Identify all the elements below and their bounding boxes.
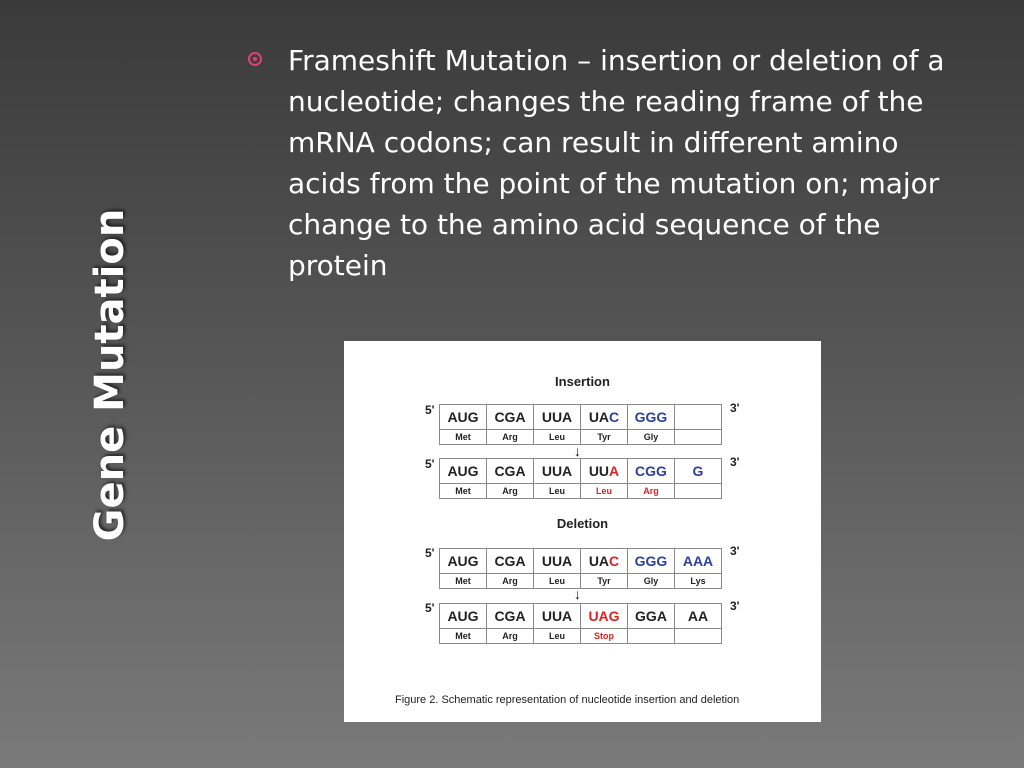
amino-acid-row bbox=[440, 629, 722, 644]
codon-cell bbox=[440, 459, 487, 484]
amino-acid-cell: Leu bbox=[534, 574, 581, 589]
codon-cell bbox=[487, 549, 534, 574]
codon-cell bbox=[581, 405, 628, 430]
codon-text: UA bbox=[588, 409, 610, 425]
amino-acid-cell bbox=[628, 629, 675, 644]
codon-text: GGA bbox=[635, 608, 667, 624]
codon-text: AUG bbox=[447, 608, 479, 624]
codon-text: A bbox=[609, 463, 620, 479]
frameshift-figure bbox=[344, 341, 821, 722]
five-prime-label: 5' bbox=[425, 403, 435, 417]
codon-cell bbox=[487, 405, 534, 430]
codon-text: GGG bbox=[634, 409, 668, 425]
amino-acid-cell: Arg bbox=[487, 430, 534, 445]
amino-acid-cell: Leu bbox=[534, 484, 581, 499]
down-arrow-icon: ↓ bbox=[574, 586, 581, 602]
codon-text: CGG bbox=[635, 463, 667, 479]
amino-acid-cell: Tyr bbox=[581, 430, 628, 445]
amino-acid-cell: Leu bbox=[534, 430, 581, 445]
amino-acid-cell bbox=[675, 484, 722, 499]
amino-acid-cell: Met bbox=[440, 629, 487, 644]
codon-text: UUA bbox=[541, 608, 573, 624]
amino-acid-cell: Met bbox=[440, 430, 487, 445]
codon-text: G bbox=[692, 463, 704, 479]
three-prime-label: 3' bbox=[730, 544, 740, 558]
amino-acid-cell: Tyr bbox=[581, 574, 628, 589]
codon-cell bbox=[628, 405, 675, 430]
amino-acid-cell: Leu bbox=[581, 484, 628, 499]
codon-cell bbox=[487, 604, 534, 629]
codon-text: UUA bbox=[541, 553, 573, 569]
codon-cell bbox=[675, 604, 722, 629]
codon-text: UA bbox=[588, 553, 610, 569]
codon-cell bbox=[534, 405, 581, 430]
codon-text: UU bbox=[588, 463, 610, 479]
five-prime-label: 5' bbox=[425, 546, 435, 560]
five-prime-label: 5' bbox=[425, 457, 435, 471]
codon-cell bbox=[534, 604, 581, 629]
amino-acid-cell: Gly bbox=[628, 430, 675, 445]
codon-cell bbox=[675, 549, 722, 574]
slide-title: Gene Mutation bbox=[87, 208, 133, 542]
codon-text: GGG bbox=[634, 553, 668, 569]
codon-text: UUA bbox=[541, 463, 573, 479]
codon-cell bbox=[675, 405, 722, 430]
amino-acid-cell: Arg bbox=[628, 484, 675, 499]
codon-cell bbox=[440, 549, 487, 574]
codon-text: C bbox=[609, 553, 620, 569]
amino-acid-cell: Met bbox=[440, 484, 487, 499]
codon-cell bbox=[628, 549, 675, 574]
codon-table-deletion-original bbox=[439, 548, 722, 589]
amino-acid-row bbox=[440, 484, 722, 499]
codon-cell bbox=[581, 459, 628, 484]
three-prime-label: 3' bbox=[730, 455, 740, 469]
codon-table-insertion-mutated bbox=[439, 458, 722, 499]
codon-cell bbox=[534, 459, 581, 484]
deletion-heading: Deletion bbox=[556, 516, 609, 531]
codon-text: UAG bbox=[588, 608, 620, 624]
amino-acid-cell: Leu bbox=[534, 629, 581, 644]
codon-row bbox=[440, 459, 722, 484]
codon-text: CGA bbox=[494, 463, 526, 479]
down-arrow-icon: ↓ bbox=[574, 443, 581, 459]
codon-cell bbox=[581, 604, 628, 629]
codon-cell bbox=[675, 459, 722, 484]
insertion-heading: Insertion bbox=[555, 374, 610, 389]
codon-text: AUG bbox=[447, 409, 479, 425]
codon-text: CGA bbox=[494, 608, 526, 624]
bullet-circle-icon bbox=[248, 52, 262, 66]
amino-acid-cell: Stop bbox=[581, 629, 628, 644]
three-prime-label: 3' bbox=[730, 401, 740, 415]
codon-cell bbox=[581, 549, 628, 574]
codon-row bbox=[440, 549, 722, 574]
amino-acid-cell bbox=[675, 629, 722, 644]
amino-acid-cell: Arg bbox=[487, 629, 534, 644]
codon-text: AA bbox=[687, 608, 709, 624]
codon-row bbox=[440, 405, 722, 430]
codon-table-deletion-mutated bbox=[439, 603, 722, 644]
figure-caption: Figure 2. Schematic representation of nucleotide insertion and deletion bbox=[395, 694, 740, 706]
bullet-text: Frameshift Mutation – insertion or deletion of a nucleotide; changes the reading frame of the mRNA codons; can result in different amino acids from the point of the mutation on; major change to the amino acid sequence of the protein bbox=[288, 44, 945, 282]
codon-cell bbox=[440, 405, 487, 430]
amino-acid-cell: Met bbox=[440, 574, 487, 589]
amino-acid-cell: Arg bbox=[487, 574, 534, 589]
five-prime-label: 5' bbox=[425, 601, 435, 615]
codon-text: UUA bbox=[541, 409, 573, 425]
codon-text: AUG bbox=[447, 463, 479, 479]
amino-acid-cell: Gly bbox=[628, 574, 675, 589]
amino-acid-cell bbox=[675, 430, 722, 445]
codon-row bbox=[440, 604, 722, 629]
amino-acid-cell: Arg bbox=[487, 484, 534, 499]
codon-text: C bbox=[609, 409, 620, 425]
codon-table-insertion-original bbox=[439, 404, 722, 445]
bullet-item bbox=[248, 40, 948, 286]
three-prime-label: 3' bbox=[730, 599, 740, 613]
codon-cell bbox=[440, 604, 487, 629]
codon-text: AAA bbox=[682, 553, 714, 569]
codon-text: CGA bbox=[494, 409, 526, 425]
codon-cell bbox=[487, 459, 534, 484]
codon-cell bbox=[534, 549, 581, 574]
codon-cell bbox=[628, 604, 675, 629]
codon-text: AUG bbox=[447, 553, 479, 569]
codon-text: CGA bbox=[494, 553, 526, 569]
amino-acid-cell: Lys bbox=[675, 574, 722, 589]
codon-cell bbox=[628, 459, 675, 484]
